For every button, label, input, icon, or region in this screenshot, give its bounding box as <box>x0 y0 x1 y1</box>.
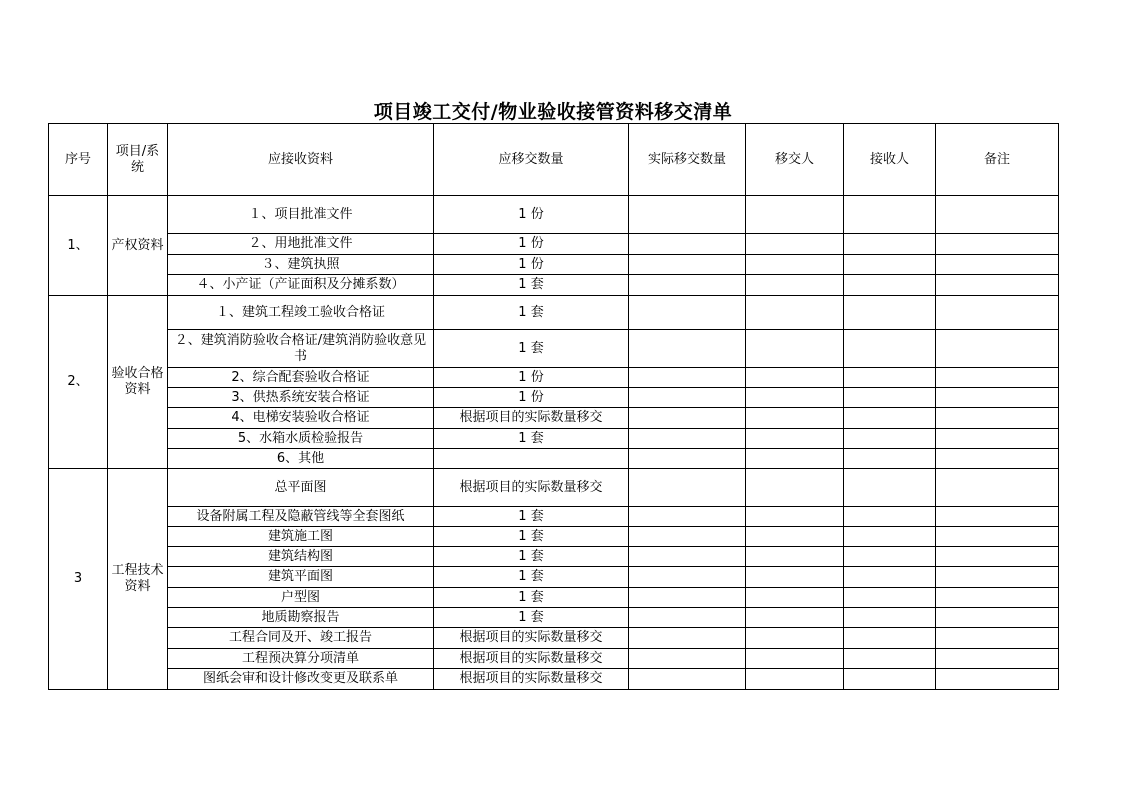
table-row <box>49 296 1059 330</box>
handover-cell[interactable] <box>746 196 844 234</box>
group-name: 产权资料 <box>108 196 168 296</box>
table-row <box>49 469 1059 507</box>
remark-cell[interactable] <box>936 469 1059 507</box>
actual-qty-cell[interactable] <box>629 649 746 669</box>
handover-cell[interactable] <box>746 255 844 275</box>
qty-cell: 1 套 <box>434 507 629 527</box>
receiver-cell[interactable] <box>844 296 936 330</box>
table-row <box>49 368 1059 388</box>
handover-table <box>48 123 1059 690</box>
table-body <box>49 196 1059 690</box>
handover-cell[interactable] <box>746 469 844 507</box>
receiver-cell[interactable] <box>844 608 936 628</box>
remark-cell[interactable] <box>936 588 1059 608</box>
qty-cell: 根据项目的实际数量移交 <box>434 469 629 507</box>
table-row <box>49 255 1059 275</box>
actual-qty-cell[interactable] <box>629 507 746 527</box>
qty-cell: 根据项目的实际数量移交 <box>434 628 629 649</box>
handover-cell[interactable] <box>746 368 844 388</box>
handover-cell[interactable] <box>746 388 844 408</box>
receiver-cell[interactable] <box>844 669 936 690</box>
group-name: 验收合格资料 <box>108 296 168 469</box>
table-row <box>49 330 1059 368</box>
actual-qty-cell[interactable] <box>629 196 746 234</box>
handover-cell[interactable] <box>746 547 844 567</box>
qty-cell: 1 份 <box>434 255 629 275</box>
material-cell: 2、综合配套验收合格证 <box>168 368 434 388</box>
actual-qty-cell[interactable] <box>629 388 746 408</box>
handover-cell[interactable] <box>746 507 844 527</box>
actual-qty-cell[interactable] <box>629 628 746 649</box>
header-handover: 移交人 <box>746 124 844 196</box>
actual-qty-cell[interactable] <box>629 469 746 507</box>
handover-cell[interactable] <box>746 527 844 547</box>
qty-cell: 1 套 <box>434 547 629 567</box>
handover-cell[interactable] <box>746 429 844 449</box>
remark-cell[interactable] <box>936 669 1059 690</box>
qty-cell: 1 套 <box>434 330 629 368</box>
remark-cell[interactable] <box>936 388 1059 408</box>
remark-cell[interactable] <box>936 527 1059 547</box>
material-cell: 设备附属工程及隐蔽管线等全套图纸 <box>168 507 434 527</box>
table-row <box>49 388 1059 408</box>
remark-cell[interactable] <box>936 234 1059 255</box>
table-row <box>49 196 1059 234</box>
table-row <box>49 669 1059 690</box>
qty-cell: 根据项目的实际数量移交 <box>434 649 629 669</box>
actual-qty-cell[interactable] <box>629 588 746 608</box>
qty-cell: 1 份 <box>434 196 629 234</box>
handover-cell[interactable] <box>746 669 844 690</box>
handover-cell[interactable] <box>746 449 844 469</box>
receiver-cell[interactable] <box>844 368 936 388</box>
qty-cell: 1 套 <box>434 527 629 547</box>
remark-cell[interactable] <box>936 649 1059 669</box>
remark-cell[interactable] <box>936 628 1059 649</box>
actual-qty-cell[interactable] <box>629 275 746 296</box>
handover-cell[interactable] <box>746 567 844 588</box>
remark-cell[interactable] <box>936 608 1059 628</box>
handover-cell[interactable] <box>746 608 844 628</box>
receiver-cell[interactable] <box>844 547 936 567</box>
receiver-cell[interactable] <box>844 469 936 507</box>
header-remark: 备注 <box>936 124 1059 196</box>
table-row <box>49 408 1059 429</box>
remark-cell[interactable] <box>936 567 1059 588</box>
remark-cell[interactable] <box>936 507 1059 527</box>
table-row <box>49 429 1059 449</box>
table-row <box>49 608 1059 628</box>
material-cell: １、项目批准文件 <box>168 196 434 234</box>
actual-qty-cell[interactable] <box>629 234 746 255</box>
qty-cell: 1 套 <box>434 275 629 296</box>
header-actual-qty: 实际移交数量 <box>629 124 746 196</box>
table-row <box>49 527 1059 547</box>
group-seq: 3 <box>49 469 108 690</box>
table-row <box>49 275 1059 296</box>
receiver-cell[interactable] <box>844 408 936 429</box>
receiver-cell[interactable] <box>844 567 936 588</box>
actual-qty-cell[interactable] <box>629 255 746 275</box>
receiver-cell[interactable] <box>844 507 936 527</box>
material-cell: 地质勘察报告 <box>168 608 434 628</box>
material-cell: １、建筑工程竣工验收合格证 <box>168 296 434 330</box>
qty-cell: 1 份 <box>434 234 629 255</box>
material-cell: 总平面图 <box>168 469 434 507</box>
receiver-cell[interactable] <box>844 388 936 408</box>
material-cell: ２、用地批准文件 <box>168 234 434 255</box>
table-row <box>49 234 1059 255</box>
qty-cell: 1 套 <box>434 608 629 628</box>
receiver-cell[interactable] <box>844 196 936 234</box>
handover-cell[interactable] <box>746 628 844 649</box>
material-cell: 5、水箱水质检验报告 <box>168 429 434 449</box>
receiver-cell[interactable] <box>844 649 936 669</box>
header-row <box>49 124 1059 196</box>
page-title: 项目竣工交付/物业验收接管资料移交清单 <box>373 101 733 123</box>
receiver-cell[interactable] <box>844 234 936 255</box>
actual-qty-cell[interactable] <box>629 368 746 388</box>
qty-cell: 1 套 <box>434 588 629 608</box>
material-cell: 6、其他 <box>168 449 434 469</box>
remark-cell[interactable] <box>936 429 1059 449</box>
material-cell: 工程预决算分项清单 <box>168 649 434 669</box>
handover-cell[interactable] <box>746 649 844 669</box>
table-row <box>49 628 1059 649</box>
receiver-cell[interactable] <box>844 527 936 547</box>
receiver-cell[interactable] <box>844 449 936 469</box>
qty-cell: 1 套 <box>434 296 629 330</box>
handover-cell[interactable] <box>746 275 844 296</box>
remark-cell[interactable] <box>936 449 1059 469</box>
remark-cell[interactable] <box>936 255 1059 275</box>
receiver-cell[interactable] <box>844 330 936 368</box>
header-qty: 应移交数量 <box>434 124 629 196</box>
material-cell: 建筑平面图 <box>168 567 434 588</box>
material-cell: 建筑结构图 <box>168 547 434 567</box>
remark-cell[interactable] <box>936 368 1059 388</box>
qty-cell: 1 份 <box>434 388 629 408</box>
receiver-cell[interactable] <box>844 275 936 296</box>
actual-qty-cell[interactable] <box>629 429 746 449</box>
material-cell: 图纸会审和设计修改变更及联系单 <box>168 669 434 690</box>
remark-cell[interactable] <box>936 330 1059 368</box>
receiver-cell[interactable] <box>844 255 936 275</box>
receiver-cell[interactable] <box>844 429 936 449</box>
table-row <box>49 649 1059 669</box>
table-row <box>49 449 1059 469</box>
qty-cell <box>434 449 629 469</box>
remark-cell[interactable] <box>936 547 1059 567</box>
material-cell: ４、小产证（产证面积及分摊系数） <box>168 275 434 296</box>
receiver-cell[interactable] <box>844 588 936 608</box>
handover-cell[interactable] <box>746 588 844 608</box>
qty-cell: 1 套 <box>434 429 629 449</box>
group-name: 工程技术资料 <box>108 469 168 690</box>
material-cell: 4、电梯安装验收合格证 <box>168 408 434 429</box>
material-cell: ３、建筑执照 <box>168 255 434 275</box>
header-item: 项目/系统 <box>108 124 168 196</box>
actual-qty-cell[interactable] <box>629 669 746 690</box>
handover-cell[interactable] <box>746 296 844 330</box>
actual-qty-cell[interactable] <box>629 527 746 547</box>
actual-qty-cell[interactable] <box>629 547 746 567</box>
header-material: 应接收资料 <box>168 124 434 196</box>
actual-qty-cell[interactable] <box>629 608 746 628</box>
material-cell: ２、建筑消防验收合格证/建筑消防验收意见书 <box>168 330 434 368</box>
remark-cell[interactable] <box>936 296 1059 330</box>
material-cell: 3、供热系统安装合格证 <box>168 388 434 408</box>
table-row <box>49 507 1059 527</box>
handover-cell[interactable] <box>746 234 844 255</box>
handover-cell[interactable] <box>746 408 844 429</box>
actual-qty-cell[interactable] <box>629 567 746 588</box>
material-cell: 建筑施工图 <box>168 527 434 547</box>
remark-cell[interactable] <box>936 275 1059 296</box>
table-row <box>49 588 1059 608</box>
actual-qty-cell[interactable] <box>629 296 746 330</box>
header-seq: 序号 <box>49 124 108 196</box>
header-receiver: 接收人 <box>844 124 936 196</box>
table-row <box>49 547 1059 567</box>
group-seq: 2、 <box>49 296 108 469</box>
remark-cell[interactable] <box>936 408 1059 429</box>
qty-cell: 根据项目的实际数量移交 <box>434 669 629 690</box>
material-cell: 工程合同及开、竣工报告 <box>168 628 434 649</box>
remark-cell[interactable] <box>936 196 1059 234</box>
group-seq: 1、 <box>49 196 108 296</box>
qty-cell: 根据项目的实际数量移交 <box>434 408 629 429</box>
actual-qty-cell[interactable] <box>629 408 746 429</box>
actual-qty-cell[interactable] <box>629 449 746 469</box>
handover-cell[interactable] <box>746 330 844 368</box>
actual-qty-cell[interactable] <box>629 330 746 368</box>
material-cell: 户型图 <box>168 588 434 608</box>
qty-cell: 1 套 <box>434 567 629 588</box>
receiver-cell[interactable] <box>844 628 936 649</box>
table-row <box>49 567 1059 588</box>
qty-cell: 1 份 <box>434 368 629 388</box>
